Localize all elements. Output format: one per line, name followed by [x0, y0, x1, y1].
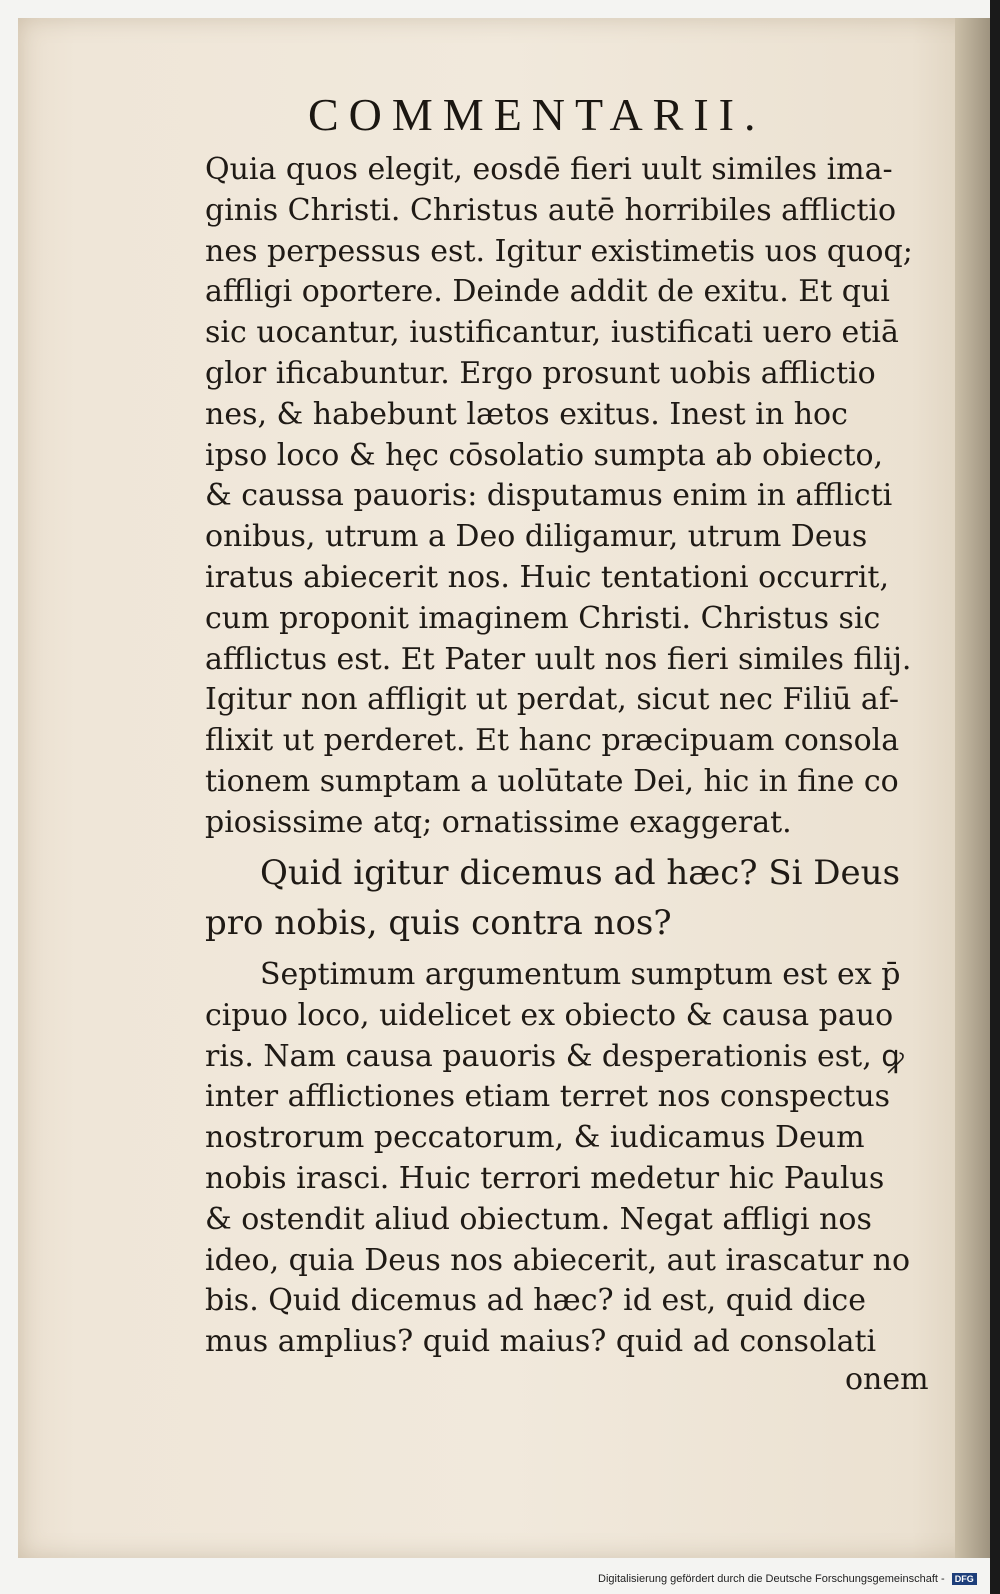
catchword: onem [845, 1362, 929, 1397]
running-head: COMMENTARII. [308, 89, 766, 140]
text-line: ipso loco & hęc cōsolatio sumpta ab obiecto, [205, 437, 884, 473]
text-line: nes, & habebunt lætos exitus. Inest in hoc [205, 396, 848, 432]
digitization-credit [598, 1573, 977, 1585]
paragraph-2 [205, 955, 925, 1363]
credit-text: Digitalisierung gefördert durch die Deutsche Forschungsgemeinschaft - [598, 1573, 945, 1585]
text-line: cum proponit imaginem Christi. Christus sic [205, 600, 881, 636]
verse-line: Quid igitur dicemus ad hæc? Si Deus [260, 853, 901, 893]
text-line: & caussa pauoris: disputamus enim in afflicti [205, 478, 893, 514]
text-line: sic uocantur, iustificantur, iustificati uero etiā [205, 315, 899, 351]
dfg-logo-icon: DFG [952, 1573, 977, 1585]
text-line: Septimum argumentum sumptum est ex p̄ [260, 957, 901, 992]
text-line: Quia quos elegit, eosdē fieri uult similes ima- [205, 152, 893, 187]
text-line: afflictus est. Et Pater uult nos fieri similes filij. [205, 641, 912, 677]
text-line: onibus, utrum a Deo diligamur, utrum Deus [205, 519, 868, 555]
text-line: nostrorum peccatorum, & iudicamus Deum [205, 1120, 865, 1156]
paragraph-1 [205, 150, 925, 844]
text-line: nobis irasci. Huic terrori medetur hic Paulus [205, 1160, 885, 1196]
text-line: iratus abiecerit nos. Huic tentationi occurrit, [205, 559, 890, 595]
text-line: mus amplius? quid maius? quid ad consolati [205, 1324, 877, 1360]
text-line: inter afflictiones etiam terret nos conspectus [205, 1079, 891, 1115]
text-line: tionem sumptam a uolūtate Dei, hic in fine co [205, 763, 899, 799]
text-line: glor ificabuntur. Ergo prosunt uobis afflictio [205, 355, 876, 391]
verse-line: pro nobis, quis contra nos? [205, 903, 672, 943]
text-line: flixit ut perderet. Et hanc præcipuam consola [205, 723, 900, 759]
text-line: ideo, quia Deus nos abiecerit, aut irascatur no [205, 1242, 910, 1278]
text-line: ginis Christi. Christus autē horribiles afflictio [205, 192, 897, 228]
text-line: ris. Nam causa pauoris & desperationis est, ꝙ [205, 1038, 904, 1074]
text-line: piosissime atq; ornatissime exaggerat. [205, 804, 792, 840]
text-line: bis. Quid dicemus ad hæc? id est, quid dice [205, 1283, 866, 1319]
text-line: Igitur non affligit ut perdat, sicut nec Filiū af- [205, 682, 899, 718]
text-line: cipuo loco, uidelicet ex obiecto & causa pauo [205, 997, 894, 1033]
scripture-verse [205, 848, 925, 948]
text-line: nes perpessus est. Igitur existimetis uos quoq; [205, 233, 913, 269]
page-edge-shadow [955, 18, 990, 1558]
text-line: & ostendit aliud obiectum. Negat affligi nos [205, 1201, 872, 1237]
text-line: affligi oportere. Deinde addit de exitu. Et qui [205, 274, 890, 310]
scan-border [990, 0, 1000, 1594]
